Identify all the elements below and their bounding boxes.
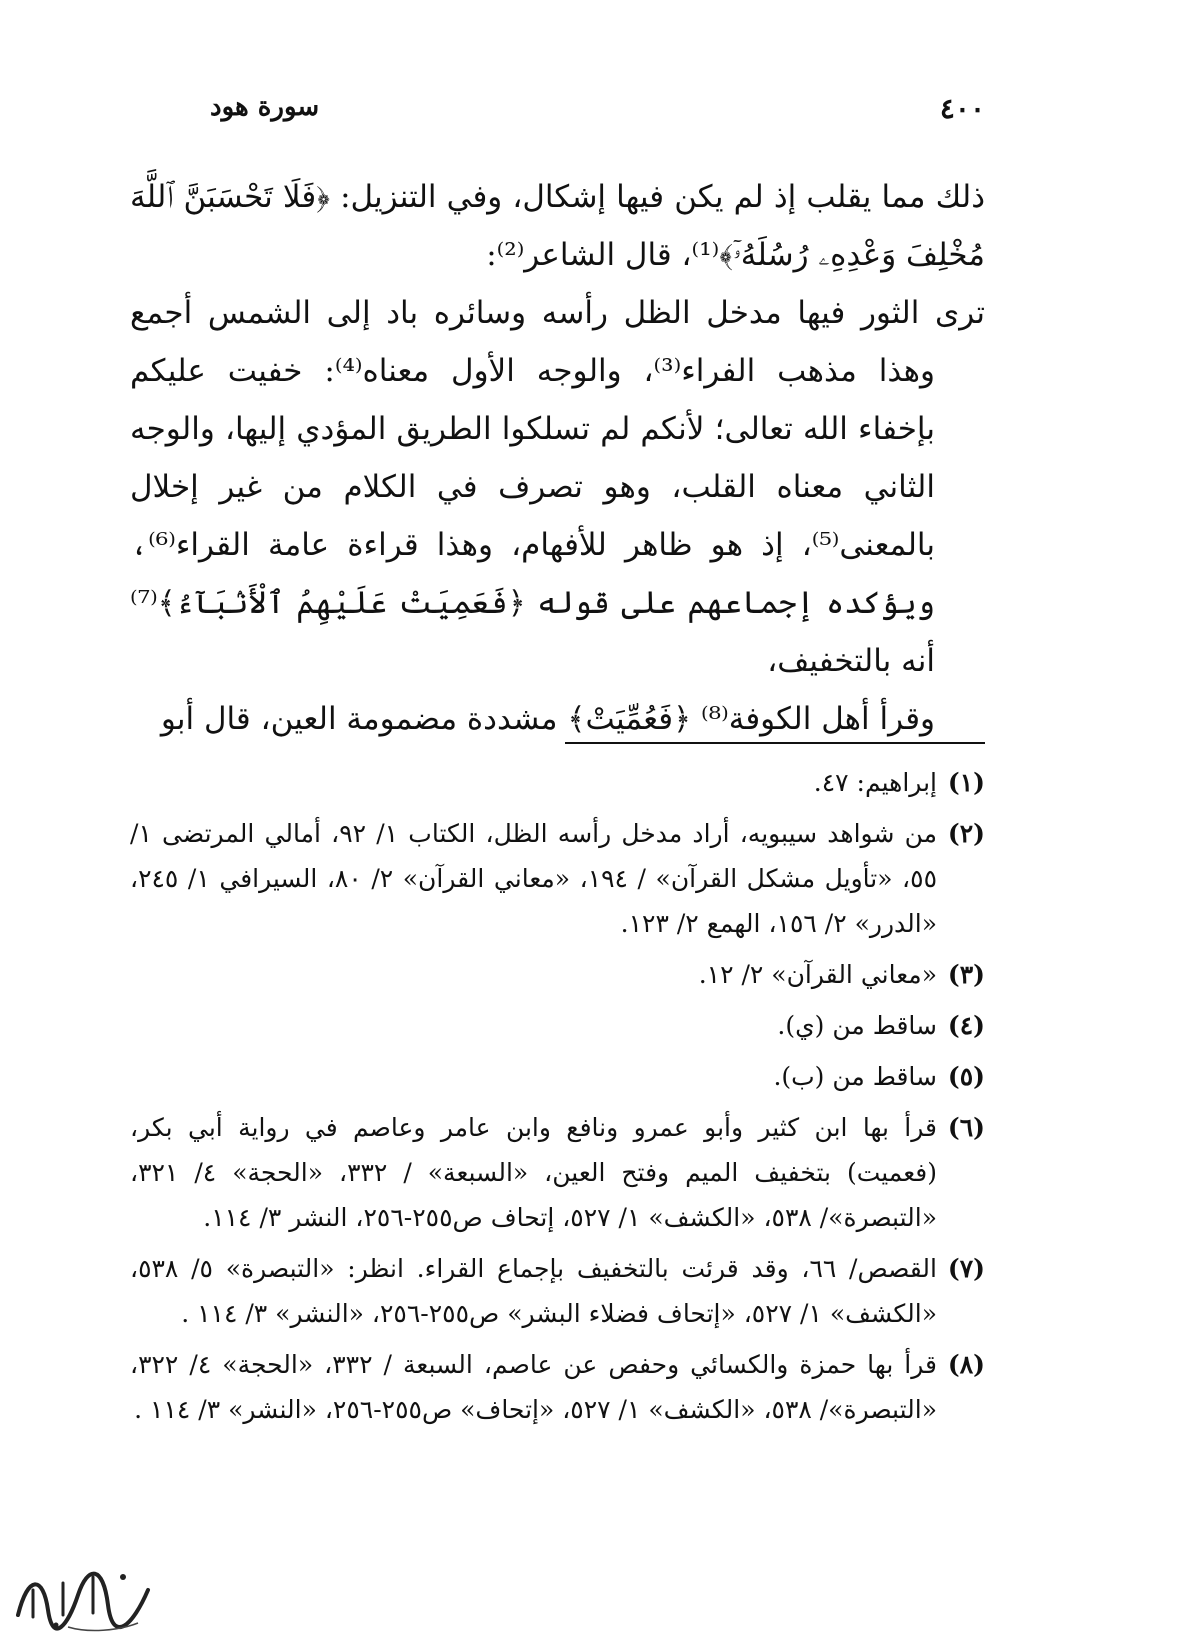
- footnote-text: القصص/ ٦٦، وقد قرئت بالتخفيف بإجماع القراء. انظر: «التبصرة» ٥/ ٥٣٨، «الكشف» ١/ ٥٢٧، «إتحاف فضلاء البشر» ص٢٥٥-٢٥٦، «النشر» ٣/ ١١٤ .: [130, 1254, 937, 1328]
- page-header: [210, 92, 985, 132]
- poetry-verse: ترى الثور فيها مدخل الظل رأسه وسائره باد إلى الشمس أجمع: [130, 295, 985, 331]
- footnote-text: من شواهد سيبويه، أراد مدخل رأسه الظل، الكتاب ١/ ٩٢، أمالي المرتضى ١/ ٥٥، «تأويل مشكل القرآن» / ١٩٤، «معاني القرآن» ٢/ ٨٠، السيرافي ١/ ٢٤٥، «الدرر» ٢/ ١٥٦، الهمع ٢/ ١٢٣.: [130, 819, 938, 938]
- footnote-text: قرأ بها حمزة والكسائي وحفص عن عاصم، السبعة / ٣٣٢، «الحجة» ٤/ ٣٢٢، «التبصرة»/ ٥٣٨، «الكشف» ١/ ٥٢٧، «إتحاف» ص٢٥٥-٢٥٦، «النشر» ٣/ ١١٤ .: [130, 1350, 937, 1424]
- running-title: سورة هود: [210, 92, 320, 122]
- footnote-separator: [565, 742, 985, 744]
- footnote-item: [130, 952, 985, 997]
- footnote-number: (٨): [947, 1350, 985, 1379]
- footnote-text: ساقط من (ي).: [777, 1011, 937, 1040]
- calligraphy-logo-icon: [8, 1555, 158, 1635]
- footnote-text: قرأ بها ابن كثير وأبو عمرو ونافع وابن عامر وعاصم في رواية أبي بكر، (فعميت) بتخفيف الميم وفتح العين، «السبعة» / ٣٣٢، «الحجة» ٤/ ٣٢١، «التبصرة»/ ٥٣٨، «الكشف» ١/ ٥٢٧، إتحاف ص٢٥٥-٢٥٦، النشر ٣/ ١١٤.: [130, 1113, 938, 1232]
- footnote-item: [130, 1003, 985, 1048]
- logo-graphic: [8, 1555, 158, 1635]
- footnote-item: [130, 1054, 985, 1099]
- body-paragraph-2: وهذا مذهب الفراء⁽³⁾، والوجه الأول معناه⁽⁴⁾: خفيت عليكم بإخفاء الله تعالى؛ لأنكم لم تسلكوا الطريق المؤدي إليها، والوجه الثاني معناه القلب، وهو تصرف في الكلام من غير إخلال بالمعنى⁽⁵⁾، إذ هو ظاهر للأفهام، وهذا قراءة عامة القراء⁽⁶⁾، ويؤكده إجماعهم على قوله ﴿فَعَمِيَتْ عَلَيْهِمُ ٱلْأَنۢبَآءُ﴾⁽⁷⁾ أنه بالتخفيف،: [130, 353, 935, 679]
- footnote-number: (٢): [947, 819, 985, 848]
- footnote-item: [130, 1105, 985, 1240]
- footnote-text: «معاني القرآن» ٢/ ١٢.: [698, 960, 937, 989]
- body-paragraph-1: ذلك مما يقلب إذ لم يكن فيها إشكال، وفي التنزيل: ﴿فَلَا تَحْسَبَنَّ ٱللَّهَ مُخْلِفَ وَعْدِهِۦ رُسُلَهُۥٓ﴾⁽¹⁾، قال الشاعر⁽²⁾:: [130, 179, 985, 273]
- footnote-number: (٦): [947, 1113, 985, 1142]
- body-paragraph-3: وقرأ أهل الكوفة⁽⁸⁾ ﴿فَعُمِّيَتْ﴾ مشددة مضمومة العين، قال أبو: [160, 701, 935, 737]
- footnote-text: ساقط من (ب).: [773, 1062, 937, 1091]
- footnote-item: [130, 760, 985, 805]
- footnote-number: (٥): [947, 1062, 985, 1091]
- footnote-item: [130, 1342, 985, 1432]
- footnote-text: إبراهيم: ٤٧.: [813, 768, 937, 797]
- footnote-number: (٧): [947, 1254, 985, 1283]
- footnote-number: (١): [947, 768, 985, 797]
- footnote-item: [130, 811, 985, 946]
- footnote-item: [130, 1246, 985, 1336]
- footnotes: [130, 760, 985, 1438]
- footnote-number: (٤): [947, 1011, 985, 1040]
- page-number: ٤٠٠: [939, 92, 985, 125]
- footnote-number: (٣): [947, 960, 985, 989]
- main-text: [130, 168, 985, 748]
